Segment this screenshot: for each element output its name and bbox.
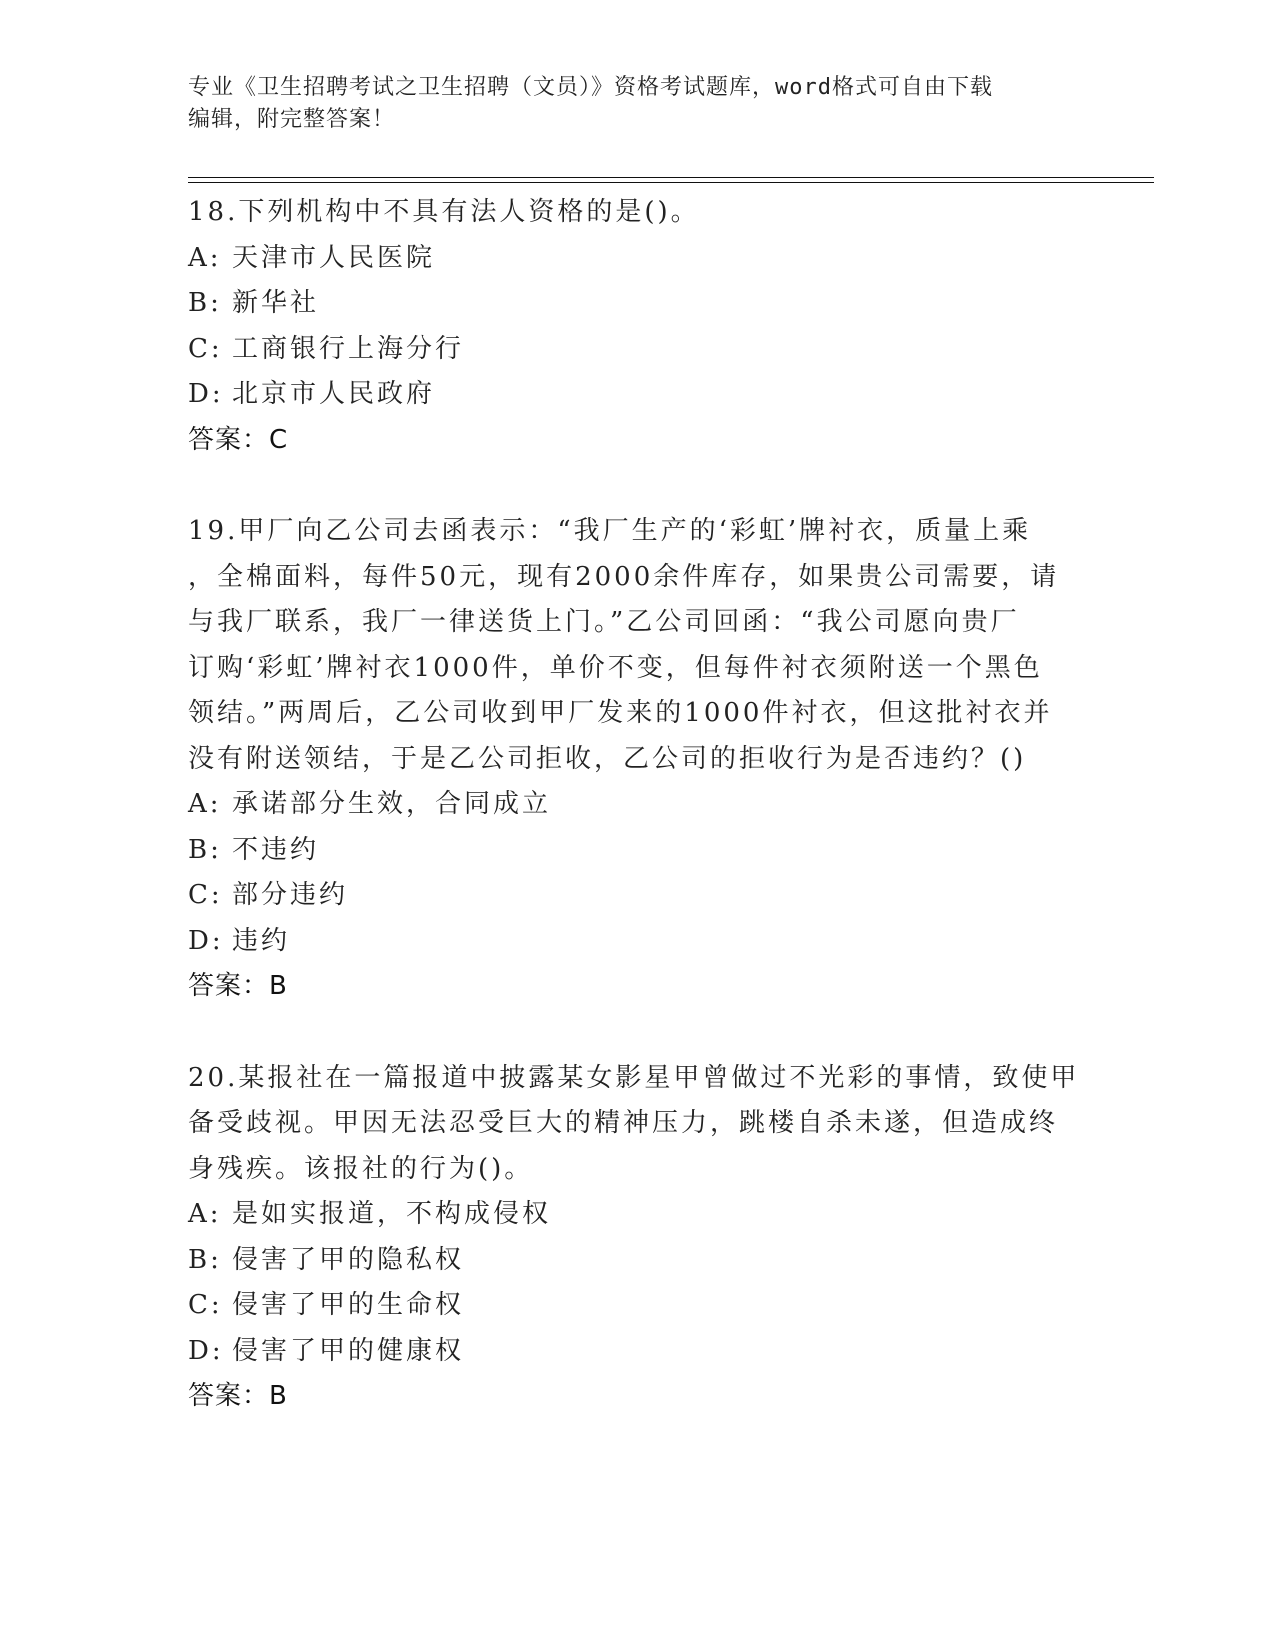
option-d (188, 1329, 1088, 1375)
question-list (188, 190, 1088, 1420)
question-stem-line: ，全棉面料，每件50元，现有2000余件库存，如果贵公司需要，请 (188, 561, 1060, 592)
question-20 (188, 1056, 1088, 1420)
question-stem-line: 19.甲厂向乙公司去函表示：“我厂生产的‘彩虹’牌衬衣，质量上乘 (188, 516, 1032, 546)
option-key: A: (188, 242, 222, 273)
option-d (188, 372, 1088, 418)
option-text: 侵害了甲的隐私权 (232, 1244, 465, 1275)
option-key: B: (188, 834, 222, 865)
option-key: D: (188, 379, 224, 409)
option-a (188, 236, 1088, 282)
option-b (188, 828, 1088, 874)
question-stem-line: 与我厂联系，我厂一律送货上门。”乙公司回函：“我公司愿向贵厂 (188, 607, 1020, 637)
question-stem-line: 领结。”两周后，乙公司收到甲厂发来的1000件衬衣，但这批衬衣并 (188, 698, 1053, 728)
question-stem-line: 20.某报社在一篇报道中披露某女影星甲曾做过不光彩的事情，致使甲 (188, 1062, 1080, 1093)
question-stem-line: 备受歧视。甲因无法忍受巨大的精神压力，跳楼自杀未遂，但造成终 (188, 1108, 1059, 1138)
answer-label: 答案：B (188, 971, 288, 1001)
header-divider-bottom (188, 182, 1154, 183)
option-text: 违约 (232, 925, 291, 956)
option-key: B: (188, 1244, 222, 1275)
option-key: D: (188, 1335, 224, 1366)
answer-label: 答案：B (188, 1381, 288, 1411)
option-text: 新华社 (232, 288, 320, 318)
question-stem-line: 身残疾。该报社的行为()。 (188, 1153, 534, 1184)
document-header (188, 72, 1068, 136)
option-text: 是如实报道，不构成侵权 (232, 1199, 552, 1229)
option-key: A: (188, 1199, 222, 1229)
option-text: 承诺部分生效，合同成立 (232, 789, 552, 819)
option-b (188, 1238, 1088, 1284)
option-key: A: (188, 789, 222, 819)
option-key: C: (188, 880, 223, 910)
option-key: B: (188, 288, 222, 318)
option-text: 天津市人民医院 (232, 242, 436, 273)
option-c (188, 1283, 1088, 1329)
option-c (188, 327, 1088, 373)
answer-label: 答案：C (188, 424, 289, 455)
option-key: C: (188, 1290, 223, 1320)
option-text: 工商银行上海分行 (232, 333, 465, 364)
question-stem-line: 18.下列机构中不具有法人资格的是()。 (188, 197, 700, 227)
option-a (188, 782, 1088, 828)
question-stem-line: 订购‘彩虹’牌衬衣1000件，单价不变，但每件衬衣须附送一个黑色 (188, 652, 1043, 683)
question-19 (188, 509, 1088, 1010)
option-text: 部分违约 (232, 880, 349, 910)
option-b (188, 281, 1088, 327)
option-c (188, 873, 1088, 919)
header-line-1: 专业《卫生招聘考试之卫生招聘（文员）》资格考试题库，word格式可自由下载 (188, 75, 993, 100)
question-stem-line: 没有附送领结，于是乙公司拒收，乙公司的拒收行为是否违约？() (188, 743, 1027, 774)
option-text: 侵害了甲的健康权 (232, 1335, 465, 1366)
option-d (188, 919, 1088, 965)
question-18 (188, 190, 1088, 463)
header-line-2: 编辑，附完整答案！ (188, 107, 396, 132)
header-divider-top (188, 177, 1154, 178)
option-text: 北京市人民政府 (232, 379, 436, 409)
option-key: C: (188, 333, 223, 364)
option-a (188, 1192, 1088, 1238)
option-text: 不违约 (232, 834, 320, 865)
option-text: 侵害了甲的生命权 (232, 1290, 465, 1320)
option-key: D: (188, 925, 224, 956)
